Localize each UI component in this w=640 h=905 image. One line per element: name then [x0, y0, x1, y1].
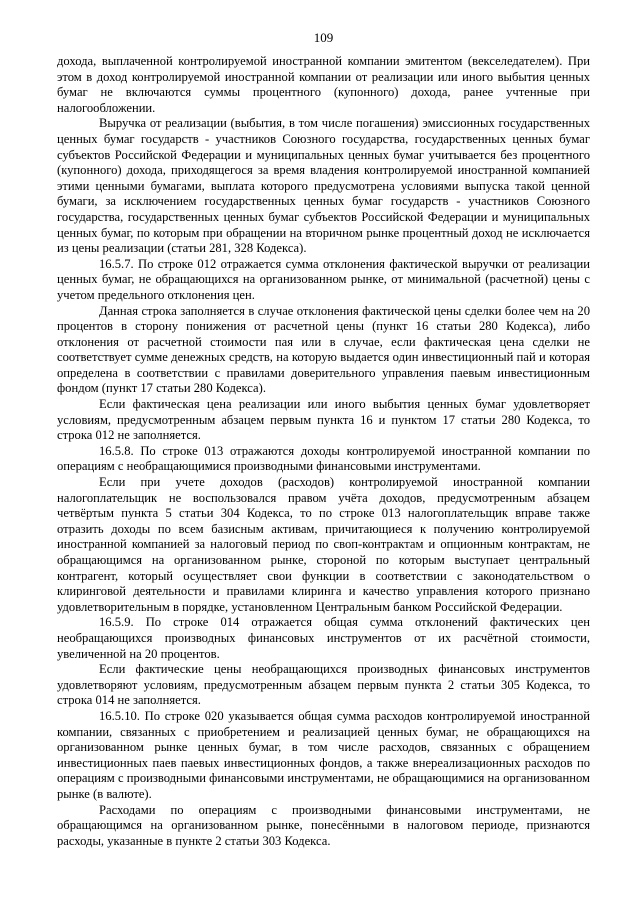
paragraph-4: Данная строка заполняется в случае отклонения фактической цены сделки более чем на 20 процентов в сторону понижения от расчетной цены (пункт 16 статьи 280 Кодекса), либо отклонения от расчетной стоимости пая или в случае, если фактическая цена сделки не соответствует сумме денежных средств, на которую выдается один инвестиционный пай и которая определена в соответствии с правилами доверительного управления паевым инвестиционным фондом (пункт 17 статьи 280 Кодекса).	[57, 303, 590, 396]
paragraph-9: Если фактические цены необращающихся производных финансовых инструментов удовлетворяют условиям, предусмотренным абзацем первым пункта 2 статьи 305 Кодекса, то строка 014 не заполняется.	[57, 662, 590, 708]
paragraph-7: Если при учете доходов (расходов) контролируемой иностранной компании налогоплательщик не воспользовался правом учёта доходов, предусмотренным абзацем четвёртым пункта 5 статьи 304 Кодекса, то по строке 013 налогоплательщик вправе также отразить доходы по всем базисным активам, причитающиеся к получению контролируемой иностранной компанией за налоговый период по своп-контрактам и опционным контрактам, не обращающимся на организованном рынке, стороной по которым выступает центральный контрагент, который осуществляет свои функции в соответствии с законодательством о клиринговой деятельности и правилами клиринга и качество управления которого признано удовлетворительным в порядке, установленном Центральным банком Российской Федерации.	[57, 475, 590, 614]
paragraph-8: 16.5.9. По строке 014 отражается общая сумма отклонений фактических цен необращающихся производных финансовых инструментов от их расчётной стоимости, увеличенной на 20 процентов.	[57, 615, 590, 661]
paragraph-2: Выручка от реализации (выбытия, в том числе погашения) эмиссионных государственных ценных бумаг государств - участников Союзного государства, государственных ценных бумаг субъектов Российской Федерации и муниципальных ценных бумаг учитывается без процентного (купонного) дохода, приходящегося за время владения контролируемой иностранной компанией этими ценными бумагами, выплата которого предусмотрена условиями выпуска такой ценной бумаги, за исключением государственных ценных бумаг государств - участников Союзного государства, государственных ценных бумаг субъектов Российской Федерации и муниципальных ценных бумаг, по которым при обращении на вторичном рынке процентный доход не исключается из цены реализации (статьи 281, 328 Кодекса).	[57, 116, 590, 256]
paragraph-1: дохода, выплаченной контролируемой иностранной компании эмитентом (векселедателем). При этом в доход контролируемой иностранной компании от реализации или иного выбытия ценных бумаг не включаются суммы процентного (купонного) дохода, ранее учтенные при налогообложении.	[57, 54, 590, 115]
paragraph-6: 16.5.8. По строке 013 отражаются доходы контролируемой иностранной компании по операциям с необращающимися производными финансовыми инструментами.	[57, 443, 590, 474]
paragraph-3: 16.5.7. По строке 012 отражается сумма отклонения фактической выручки от реализации ценных бумаг, не обращающихся на организованном рынке, от минимальной (расчетной) цены с учетом предельного отклонения цен.	[57, 256, 590, 302]
paragraph-10: 16.5.10. По строке 020 указывается общая сумма расходов контролируемой иностранной компании, связанных с приобретением и реализацией ценных бумаг, не обращающихся на организованном рынке ценных бумаг, в том числе расходов, связанных с обращением инвестиционных паев паевых инвестиционных фондов, а также внереализационных расходов по операциям с производными финансовыми инструментами, не обращающимися на организованном рынке (в валюте).	[57, 708, 590, 801]
page-number: 109	[313, 30, 334, 45]
paragraph-11: Расходами по операциям с производными финансовыми инструментами, не обращающимся на организованном рынке, понесёнными в налоговом периоде, признаются расходы, указанные в пункте 2 статьи 303 Кодекса.	[57, 802, 590, 848]
paragraph-5: Если фактическая цена реализации или иного выбытия ценных бумаг удовлетворяет условиям, предусмотренным абзацем первым пункта 16 и пунктом 17 статьи 280 Кодекса, то строка 012 не заполняется.	[57, 397, 590, 443]
